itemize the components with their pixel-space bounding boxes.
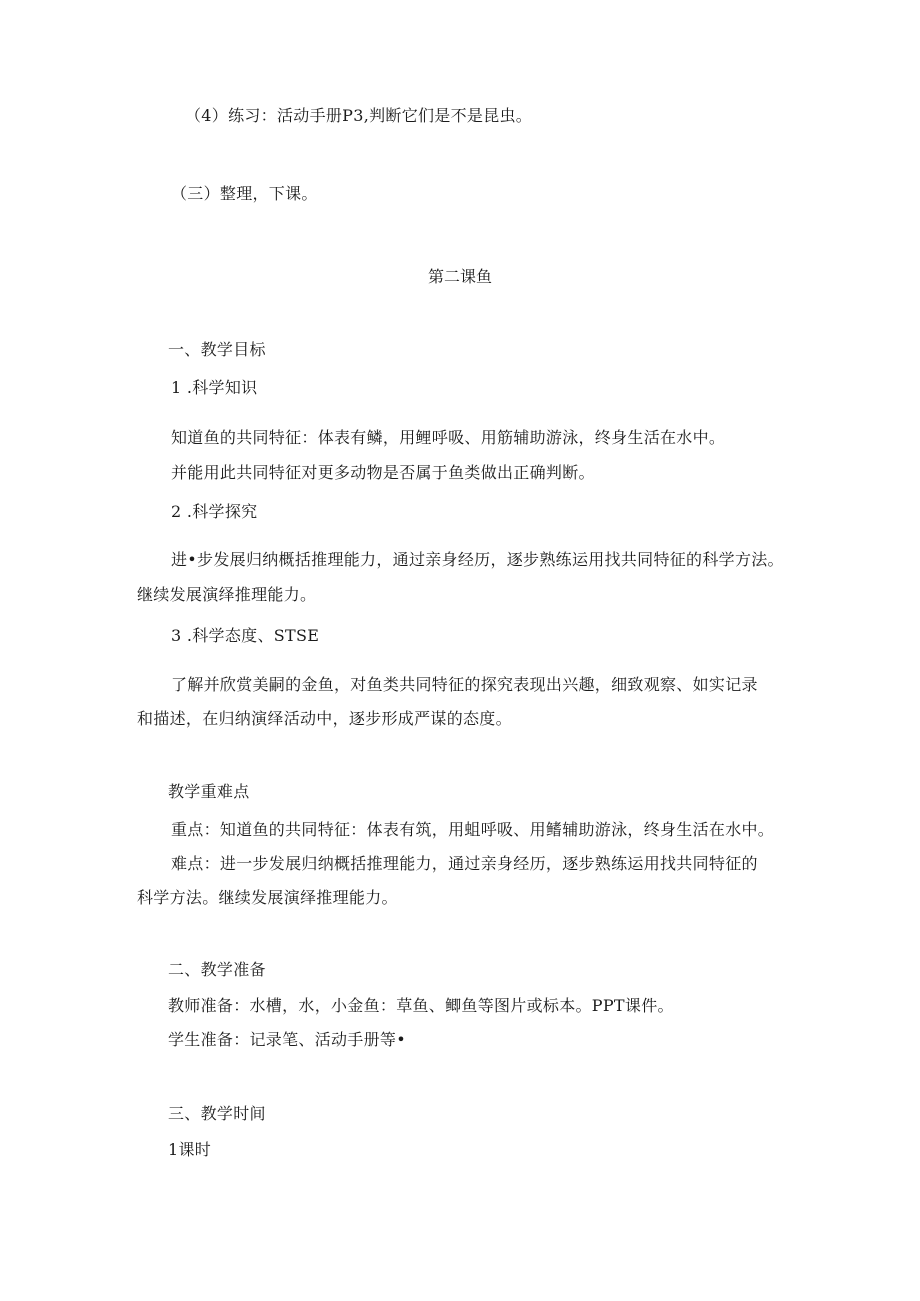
lesson-title: 第二课鱼	[427, 267, 492, 286]
paragraph-text: 进•步发展归纳概括推理能力，通过亲身经历，逐步熟练运用找共同特征的科学方法。	[171, 550, 784, 569]
paragraph-text: 知道鱼的共同特征：体表有鳞，用鲤呼吸、用筋辅助游泳，终身生活在水中。	[171, 428, 726, 447]
exercise-line: （4）练习：活动手册P3,判断它们是不是昆虫。	[185, 106, 533, 125]
paragraph-text: 科学方法。继续发展演绎推理能力。	[137, 888, 398, 907]
paragraph-text: 学生准备：记录笔、活动手册等•	[168, 1030, 406, 1049]
heading-teaching-time: 三、教学时间	[168, 1104, 266, 1123]
paragraph-text: 1课时	[168, 1140, 212, 1159]
subheading-science-attitude: 3 .科学态度、STSE	[171, 626, 320, 645]
subheading-science-inquiry: 2 .科学探究	[171, 502, 258, 521]
subheading-science-knowledge: 1 .科学知识	[171, 378, 258, 397]
heading-teaching-preparation: 二、教学准备	[168, 960, 266, 979]
paragraph-text: 教师准备：水槽，水，小金鱼：草鱼、鲫鱼等图片或标本。PPT课件。	[168, 996, 674, 1015]
paragraph-text: 继续发展演绎推理能力。	[137, 585, 317, 604]
paragraph-text: 了解并欣赏美嗣的金鱼，对鱼类共同特征的探究表现出兴趣，细致观察、如实记录	[171, 675, 758, 694]
paragraph-text: 重点：知道鱼的共同特征：体表有筑，用蛆呼吸、用鳍辅助游泳，终身生活在水中。	[171, 820, 775, 839]
section-wrap-up: （三）整理，下课。	[171, 184, 318, 203]
paragraph-text: 和描述，在归纳演绎活动中，逐步形成严谋的态度。	[137, 709, 512, 728]
heading-key-difficult-points: 教学重难点	[168, 782, 250, 801]
paragraph-text: 并能用此共同特征对更多动物是否属于鱼类做出正确判断。	[171, 463, 595, 482]
paragraph-text: 难点：进一步发展归纳概括推理能力，通过亲身经历，逐步熟练运用找共同特征的	[171, 854, 758, 873]
heading-teaching-goals: 一、教学目标	[168, 340, 266, 359]
